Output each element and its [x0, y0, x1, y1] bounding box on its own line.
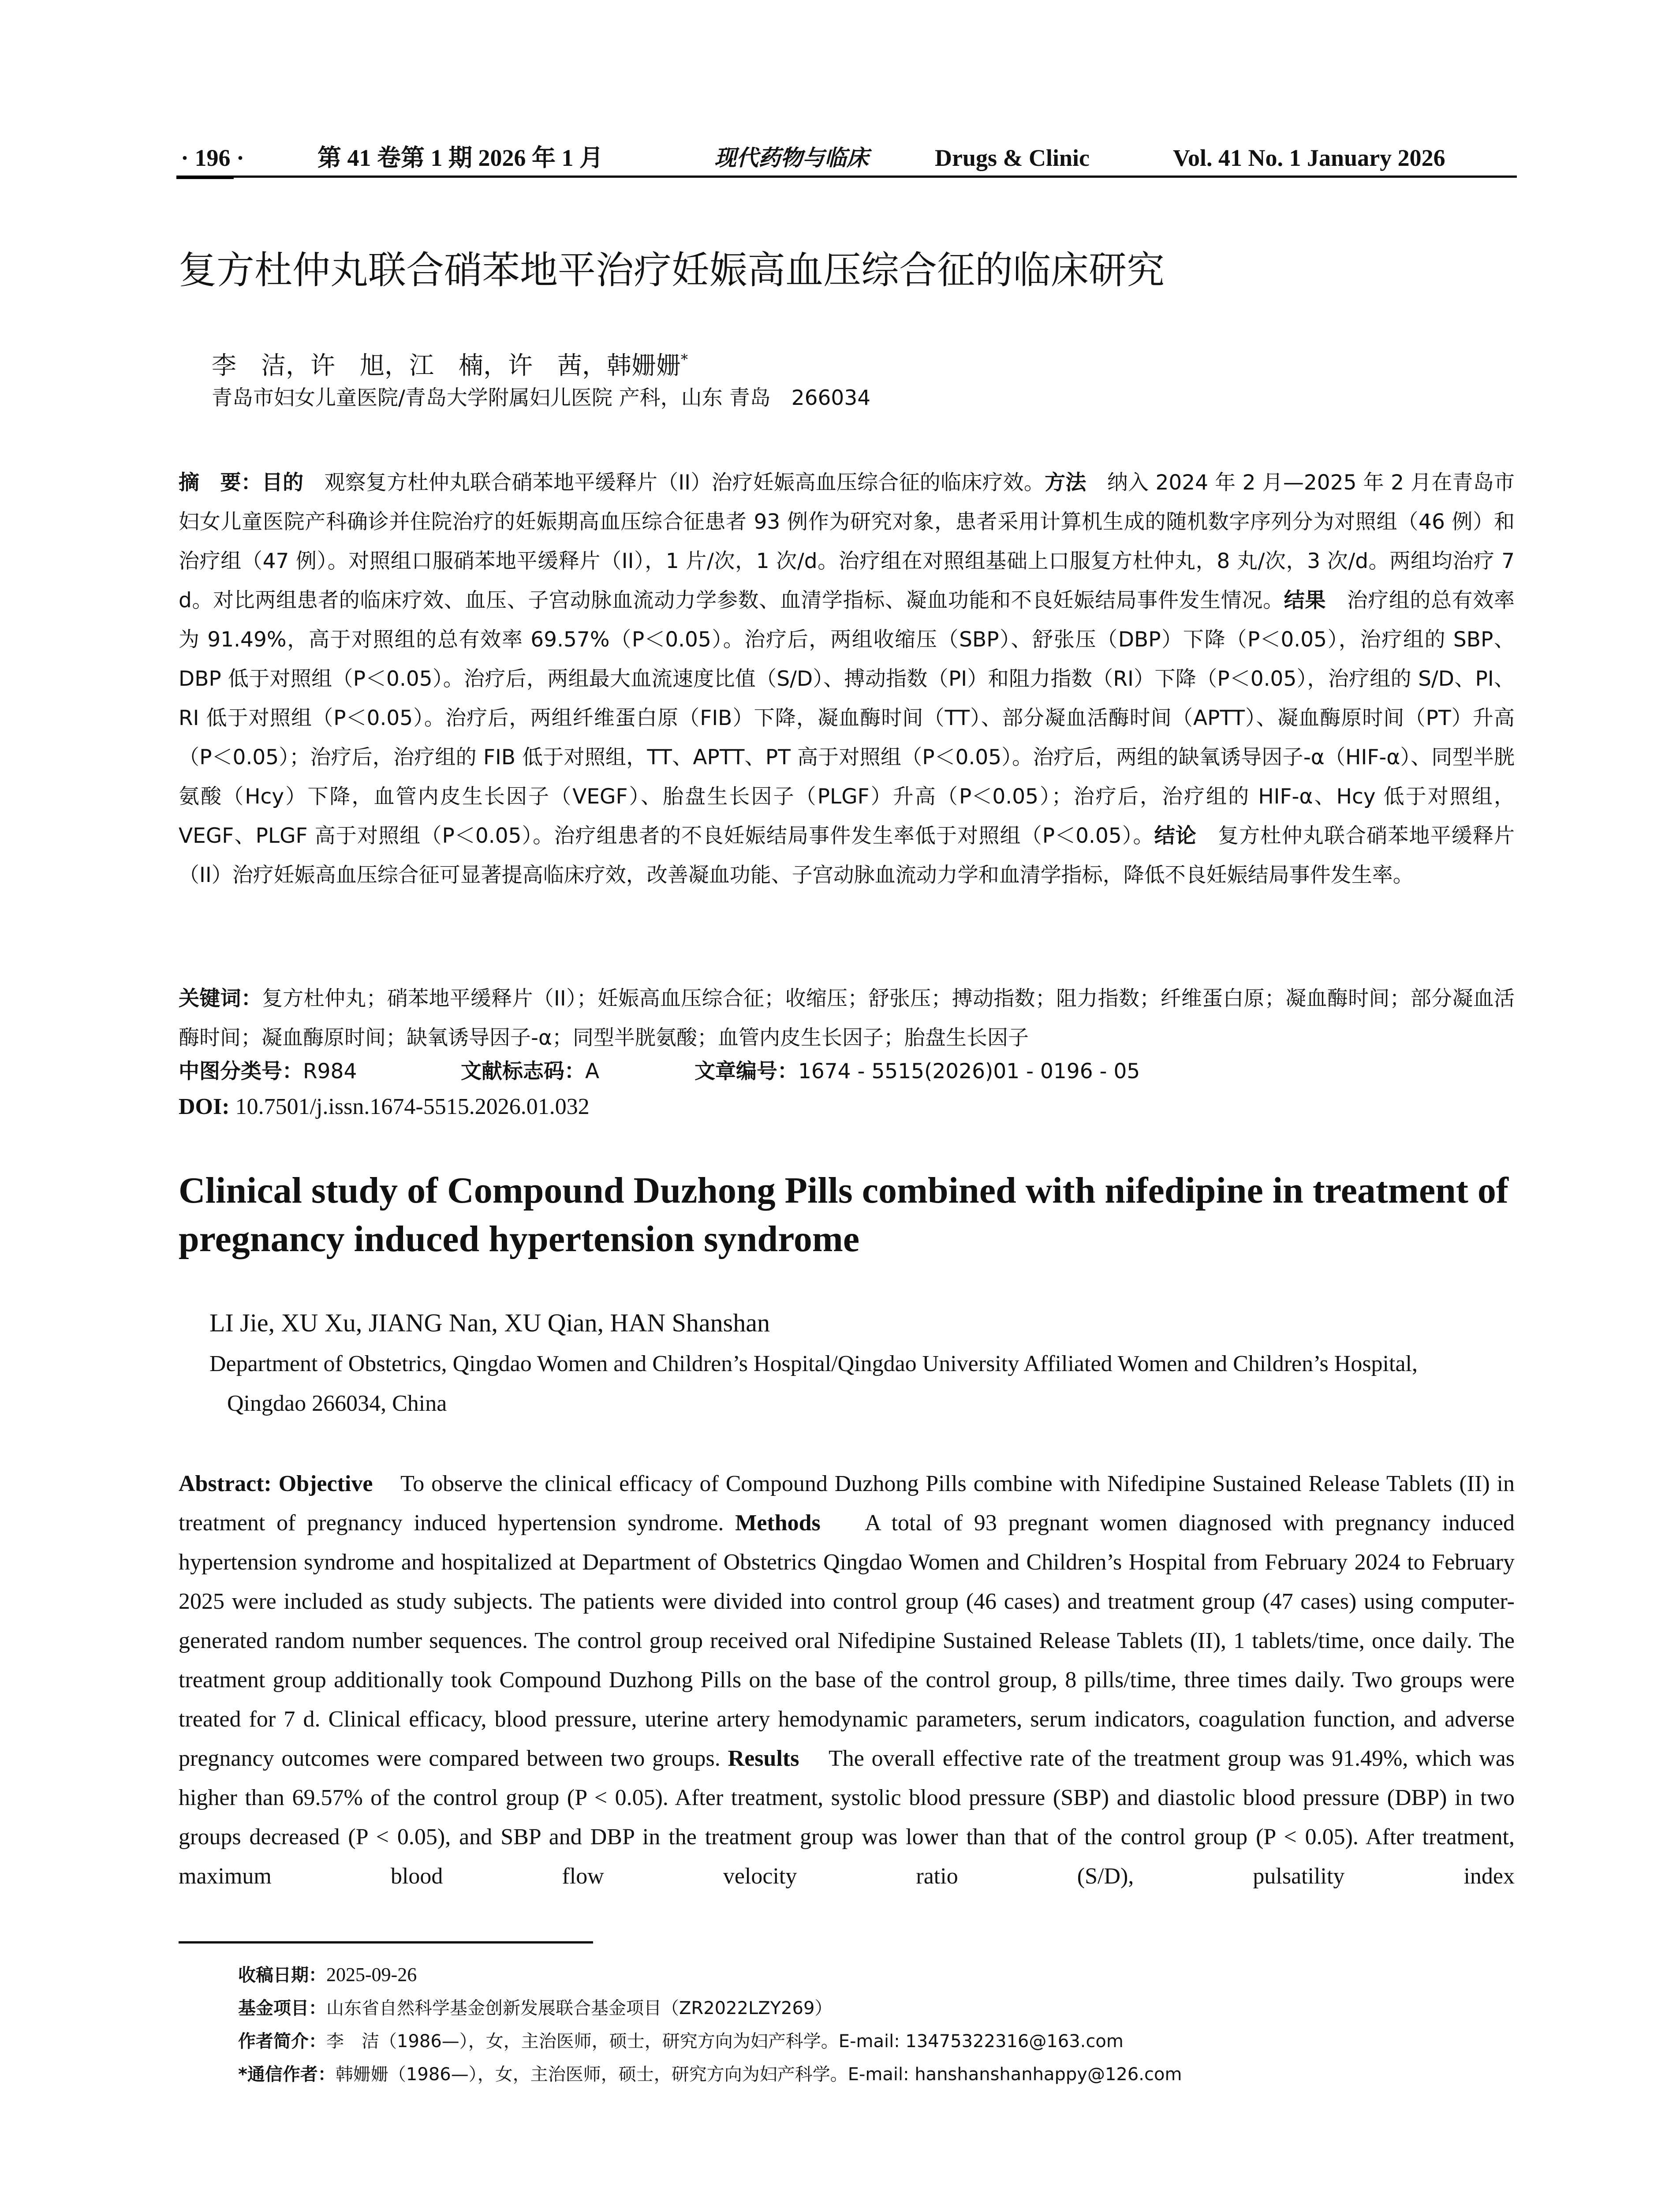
- footnote-author-bio: [238, 2025, 1473, 2058]
- article-no-value: 1674 - 5515(2026)01 - 0196 - 05: [798, 1059, 1140, 1084]
- objective-text-en: To observe the clinical efficacy of Compound Duzhong Pills combine with Nifedipine Sustained Release Tablets (II) in treatment of pregnancy induced hypertension syndrome.: [179, 1471, 1515, 1536]
- issue-info-en: Vol. 41 No. 1 January 2026: [1173, 145, 1445, 171]
- footnote-text: 2025-09-26: [326, 1964, 417, 1985]
- authors-cn: [212, 342, 688, 384]
- affiliation-cn: 青岛市妇女儿童医院/青岛大学附属妇儿医院 产科，山东 青岛 266034: [212, 386, 871, 410]
- abstract-label-cn: 摘 要：: [179, 471, 262, 495]
- doi-label: DOI:: [179, 1094, 230, 1119]
- affiliation-en: [209, 1344, 1519, 1424]
- abstract-en: [179, 1464, 1515, 1896]
- footnote-received-date: [238, 1958, 1473, 1992]
- header-rule-accent: [176, 176, 234, 179]
- methods-label-cn: 方法: [1045, 471, 1086, 495]
- objective-label-cn: 目的: [261, 471, 304, 495]
- article-title-en: Clinical study of Compound Duzhong Pills combined with nifedipine in treatment of pregnancy induced hypertension syndrome: [179, 1170, 1508, 1259]
- results-text-cn: 治疗组的总有效率为 91.49%，高于对照组的总有效率 69.57%（P＜0.05）。治疗后，两组收缩压（SBP）、舒张压（DBP）下降（P＜0.05），治疗组的 SBP、DBP 低于对照组（P＜0.05）。治疗后，两组最大血流速度比值（S/D）、搏动指数（PI）和阻力指数（RI）下降（P＜0.05），治疗组的 S/D、PI、RI 低于对照组（P＜0.05）。治疗后，两组纤维蛋白原（FIB）下降，凝血酶时间（TT）、部分凝血活酶时间（APTT）、凝血酶原时间（PT）升高（P＜0.05）；治疗后，治疗组的 FIB 低于对照组，TT、APTT、PT 高于对照组（P＜0.05）。治疗后，两组的缺氧诱导因子-α（HIF-α）、同型半胱氨酸（Hcy）下降，血管内皮生长因子（VEGF）、胎盘生长因子（PLGF）升高（P＜0.05）；治疗后，治疗组的 HIF-α、Hcy 低于对照组，VEGF、PLGF 高于对照组（P＜0.05）。治疗组患者的不良妊娠结局事件发生率低于对照组（P＜0.05）。: [179, 588, 1515, 848]
- clc-label: 中图分类号：: [179, 1059, 303, 1084]
- conclusion-text-cn: 复方杜仲丸联合硝苯地平缓释片（II）治疗妊娠高血压综合征可显著提高临床疗效，改善凝血功能、子宫动脉血流动力学和血清学指标，降低不良妊娠结局事件发生率。: [179, 824, 1515, 887]
- page-number: · 196 ·: [181, 145, 245, 171]
- conclusion-label-cn: 结论: [1154, 824, 1197, 848]
- methods-label-en: Methods: [735, 1510, 821, 1536]
- footnote-text: 山东省自然科学基金创新发展联合基金项目（ZR2022LZY269）: [326, 1998, 833, 2018]
- running-header: [176, 140, 1517, 176]
- doc-code-value: A: [585, 1059, 600, 1084]
- keywords-label-cn: 关键词：: [179, 987, 262, 1011]
- results-label-cn: 结果: [1284, 588, 1326, 613]
- footnote-funding: [238, 1992, 1473, 2025]
- doi-line: [179, 1089, 590, 1125]
- footnote-corresponding-author: [238, 2058, 1473, 2091]
- results-label-en: Results: [728, 1746, 799, 1771]
- article-title-cn: 复方杜仲丸联合硝苯地平治疗妊娠高血压综合征的临床研究: [179, 248, 1165, 292]
- footnote-label: 基金项目：: [238, 1998, 326, 2018]
- article-number: [694, 1054, 1140, 1089]
- footnotes: [238, 1958, 1473, 2091]
- affiliation-en-line2: Qingdao 266034, China: [227, 1391, 447, 1416]
- authors-en: LI Jie, XU Xu, JIANG Nan, XU Qian, HAN Shanshan: [209, 1308, 770, 1337]
- footnote-label: *通信作者：: [238, 2064, 336, 2085]
- clc-value: R984: [303, 1059, 357, 1084]
- clc-number: [179, 1054, 357, 1089]
- footnote-text: 李 洁（1986—），女，主治医师，硕士，研究方向为妇产科学。E-mail: 13475322316@163.com: [326, 2031, 1124, 2052]
- keywords-cn: [179, 979, 1515, 1058]
- footnote-text: 韩姗姗（1986—），女，主治医师，硕士，研究方向为妇产科学。E-mail: hanshanshanhappy@126.com: [335, 2064, 1182, 2085]
- methods-text-cn: 纳入 2024 年 2 月—2025 年 2 月在青岛市妇女儿童医院产科确诊并住院治疗的妊娠期高血压综合征患者 93 例作为研究对象，患者采用计算机生成的随机数字序列分为对照组（46 例）和治疗组（47 例）。对照组口服硝苯地平缓释片（II），1 片/次，1 次/d。治疗组在对照组基础上口服复方杜仲丸，8 丸/次，3 次/d。两组均治疗 7 d。对比两组患者的临床疗效、血压、子宫动脉血流动力学参数、血清学指标、凝血功能和不良妊娠结局事件发生情况。: [179, 471, 1515, 613]
- document-code: [461, 1054, 599, 1089]
- doi-link[interactable]: 10.7501/j.issn.1674-5515.2026.01.032: [229, 1094, 590, 1119]
- results-text-en: The overall effective rate of the treatment group was 91.49%, which was higher than 69.57% of the control group (P < 0.05). After treatment, systolic blood pressure (SBP) and diastolic blood pressure (DBP) in two groups decreased (P < 0.05), and SBP and DBP in the treatment group was lower than that of the control group (P < 0.05). After treatment, maximum blood flow velocity ratio (S/D), pulsatility index: [179, 1746, 1515, 1889]
- journal-name-cn: 现代药物与临床: [714, 145, 869, 171]
- issue-info-cn: 第 41 卷第 1 期 2026 年 1 月: [317, 145, 603, 171]
- objective-text-cn: 观察复方杜仲丸联合硝苯地平缓释片（II）治疗妊娠高血压综合征的临床疗效。: [324, 471, 1045, 495]
- keywords-text-cn: 复方杜仲丸；硝苯地平缓释片（II）；妊娠高血压综合征；收缩压；舒张压；搏动指数；阻力指数；纤维蛋白原；凝血酶时间；部分凝血活酶时间；凝血酶原时间；缺氧诱导因子-α；同型半胱氨酸；血管内皮生长因子；胎盘生长因子: [179, 987, 1515, 1050]
- header-rule: [176, 176, 1517, 178]
- corresponding-author-mark: *: [681, 351, 688, 368]
- footnote-label: 收稿日期：: [238, 1965, 326, 1985]
- journal-name-en: Drugs & Clinic: [935, 145, 1090, 171]
- doc-code-label: 文献标志码：: [461, 1059, 585, 1084]
- article-no-label: 文章编号：: [694, 1059, 798, 1084]
- abstract-label-en: Abstract: Objective: [179, 1471, 373, 1496]
- footnote-rule: [179, 1941, 593, 1943]
- footnote-label: 作者简介：: [238, 2031, 326, 2052]
- abstract-cn: [179, 463, 1515, 895]
- author-names-cn: 李 洁，许 旭，江 楠，许 茜，韩姗姗: [212, 351, 681, 380]
- methods-text-en: A total of 93 pregnant women diagnosed with pregnancy induced hypertension syndrome and hospitalized at Department of Obstetrics Qingdao Women and Children’s Hospital from February 2024 to February 2025 were included as study subjects. The patients were divided into control group (46 cases) and treatment group (47 cases) using computer-generated random number sequences. The control group received oral Nifedipine Sustained Release Tablets (II), 1 tablets/time, once daily. The treatment group additionally took Compound Duzhong Pills on the base of the control group, 8 pills/time, three times daily. Two groups were treated for 7 d. Clinical efficacy, blood pressure, uterine artery hemodynamic parameters, serum indicators, coagulation function, and adverse pregnancy outcomes were compared between two groups.: [179, 1510, 1515, 1771]
- affiliation-en-line1: Department of Obstetrics, Qingdao Women and Children’s Hospital/Qingdao University Affiliated Women and Children’s Hospital,: [209, 1351, 1418, 1376]
